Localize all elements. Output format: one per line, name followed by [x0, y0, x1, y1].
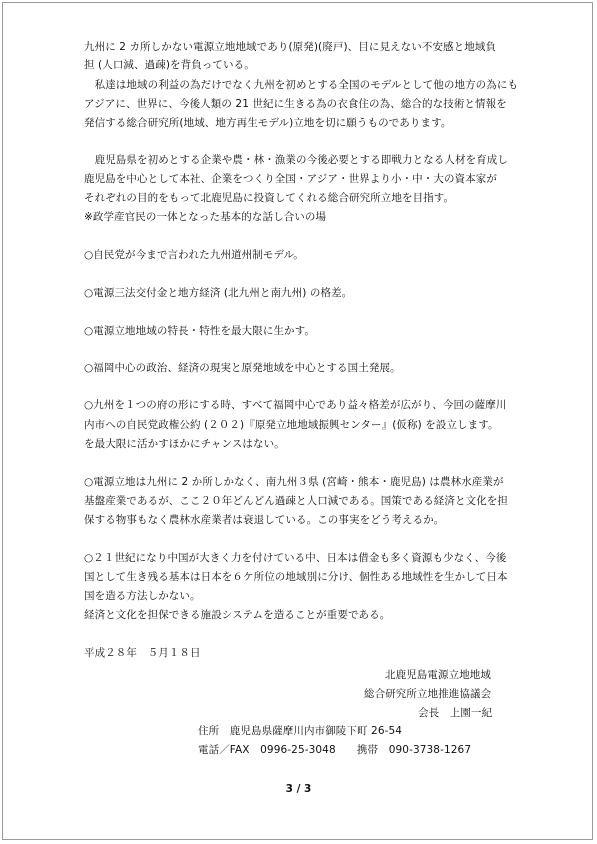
kagoshima-line: 鹿児島を中心として本社、企業をつくり全国・アジア・世界より小・中・大の資本家が — [84, 173, 497, 185]
intro-line: 私達は地域の利益の為だけでなく九州を初めとする全国のモデルとして他の地方の為にも — [84, 79, 519, 91]
item-line: ○自民党が今まで言われた九州道州制モデル。 — [84, 249, 304, 261]
kagoshima-line: 鹿児島県を初めとする企業や農・林・漁業の今後必要とする即戦力となる人材を育成し — [84, 154, 508, 166]
organization-name: 北鹿児島電源立地地域 — [385, 669, 491, 681]
item-line: 経済と文化を担保できる施設システムを造ることが重要である。 — [84, 609, 391, 621]
item-line: ○電源立地は九州に 2 か所しかなく、南九州３県 (宮崎・熊本・鹿児島) は農林水産業が — [84, 476, 504, 488]
item-line: ○電源三法交付金と地方経済 (北九州と南九州) の格差。 — [84, 287, 353, 299]
item-line: 基盤産業であるが、ここ２０年どんどん過疎と人口減である。国策である経済と文化を担 — [84, 495, 508, 507]
item-line: 内市への自民党政権公約 (２０２)『原発立地地域振興センター』(仮称) を設立します。 — [84, 419, 499, 431]
item-line: を最大限に活かすほかにチャンスはない。 — [84, 438, 285, 450]
item-line: 国として生き残る基本は日本を６ケ所位の地域別に分け、個性ある地域性を生かして日本 — [84, 571, 508, 583]
item-line: 国を造る方法しかない。 — [84, 590, 201, 602]
intro-line: 担 (人口減、過疎)を背負っている。 — [84, 59, 255, 71]
page-number: 3 / 3 — [285, 783, 312, 795]
phone-contact: 電話／FAX 0996-25-3048 携帯 090-3738-1267 — [198, 744, 472, 756]
intro-line: 発信する総合研究所(地域、地方再生モデル)立地を切に願うものであります。 — [84, 117, 452, 129]
date: 平成２８年 ５月１８日 — [84, 647, 201, 659]
item-line: 保する物事もなく農林水産業者は衰退している。この事実をどう考えるか。 — [84, 514, 445, 526]
council-name: 総合研究所立地推進協議会 — [364, 688, 492, 700]
item-line: ○電源立地地域の特長・特性を最大限に生かす。 — [84, 325, 316, 337]
intro-line: 九州に 2 カ所しかない電源立地地域であり(原発)(廃戸)、目に見えない不安感と地域負 — [84, 41, 497, 53]
intro-line: アジアに、世界に、今後人類の 21 世紀に生きる為の衣食住の為、総合的な技術と情報を — [84, 98, 507, 110]
kagoshima-line: それぞれの目的をもって北鹿児島に投資してくれる総合研究所立地を目指す。 — [84, 192, 455, 204]
item-line: ○九州を１つの府の形にする時、すべて福岡中心であり益々格差が広がり、今回の薩摩川 — [84, 399, 507, 411]
item-line: ○福岡中心の政治、経済の現実と原発地域を中心とする国土発展。 — [84, 362, 401, 374]
chairman-name: 会長 上園一紀 — [418, 707, 493, 719]
kagoshima-note: ※政学産官民の一体となった基本的な話し合いの場 — [84, 211, 327, 223]
address: 住所 鹿児島県薩摩川内市御陵下町 26-54 — [198, 725, 403, 737]
item-line: ○２１世紀になり中国が大きく力を付けている中、日本は借金も多く資源も少なく、今後 — [84, 552, 507, 564]
